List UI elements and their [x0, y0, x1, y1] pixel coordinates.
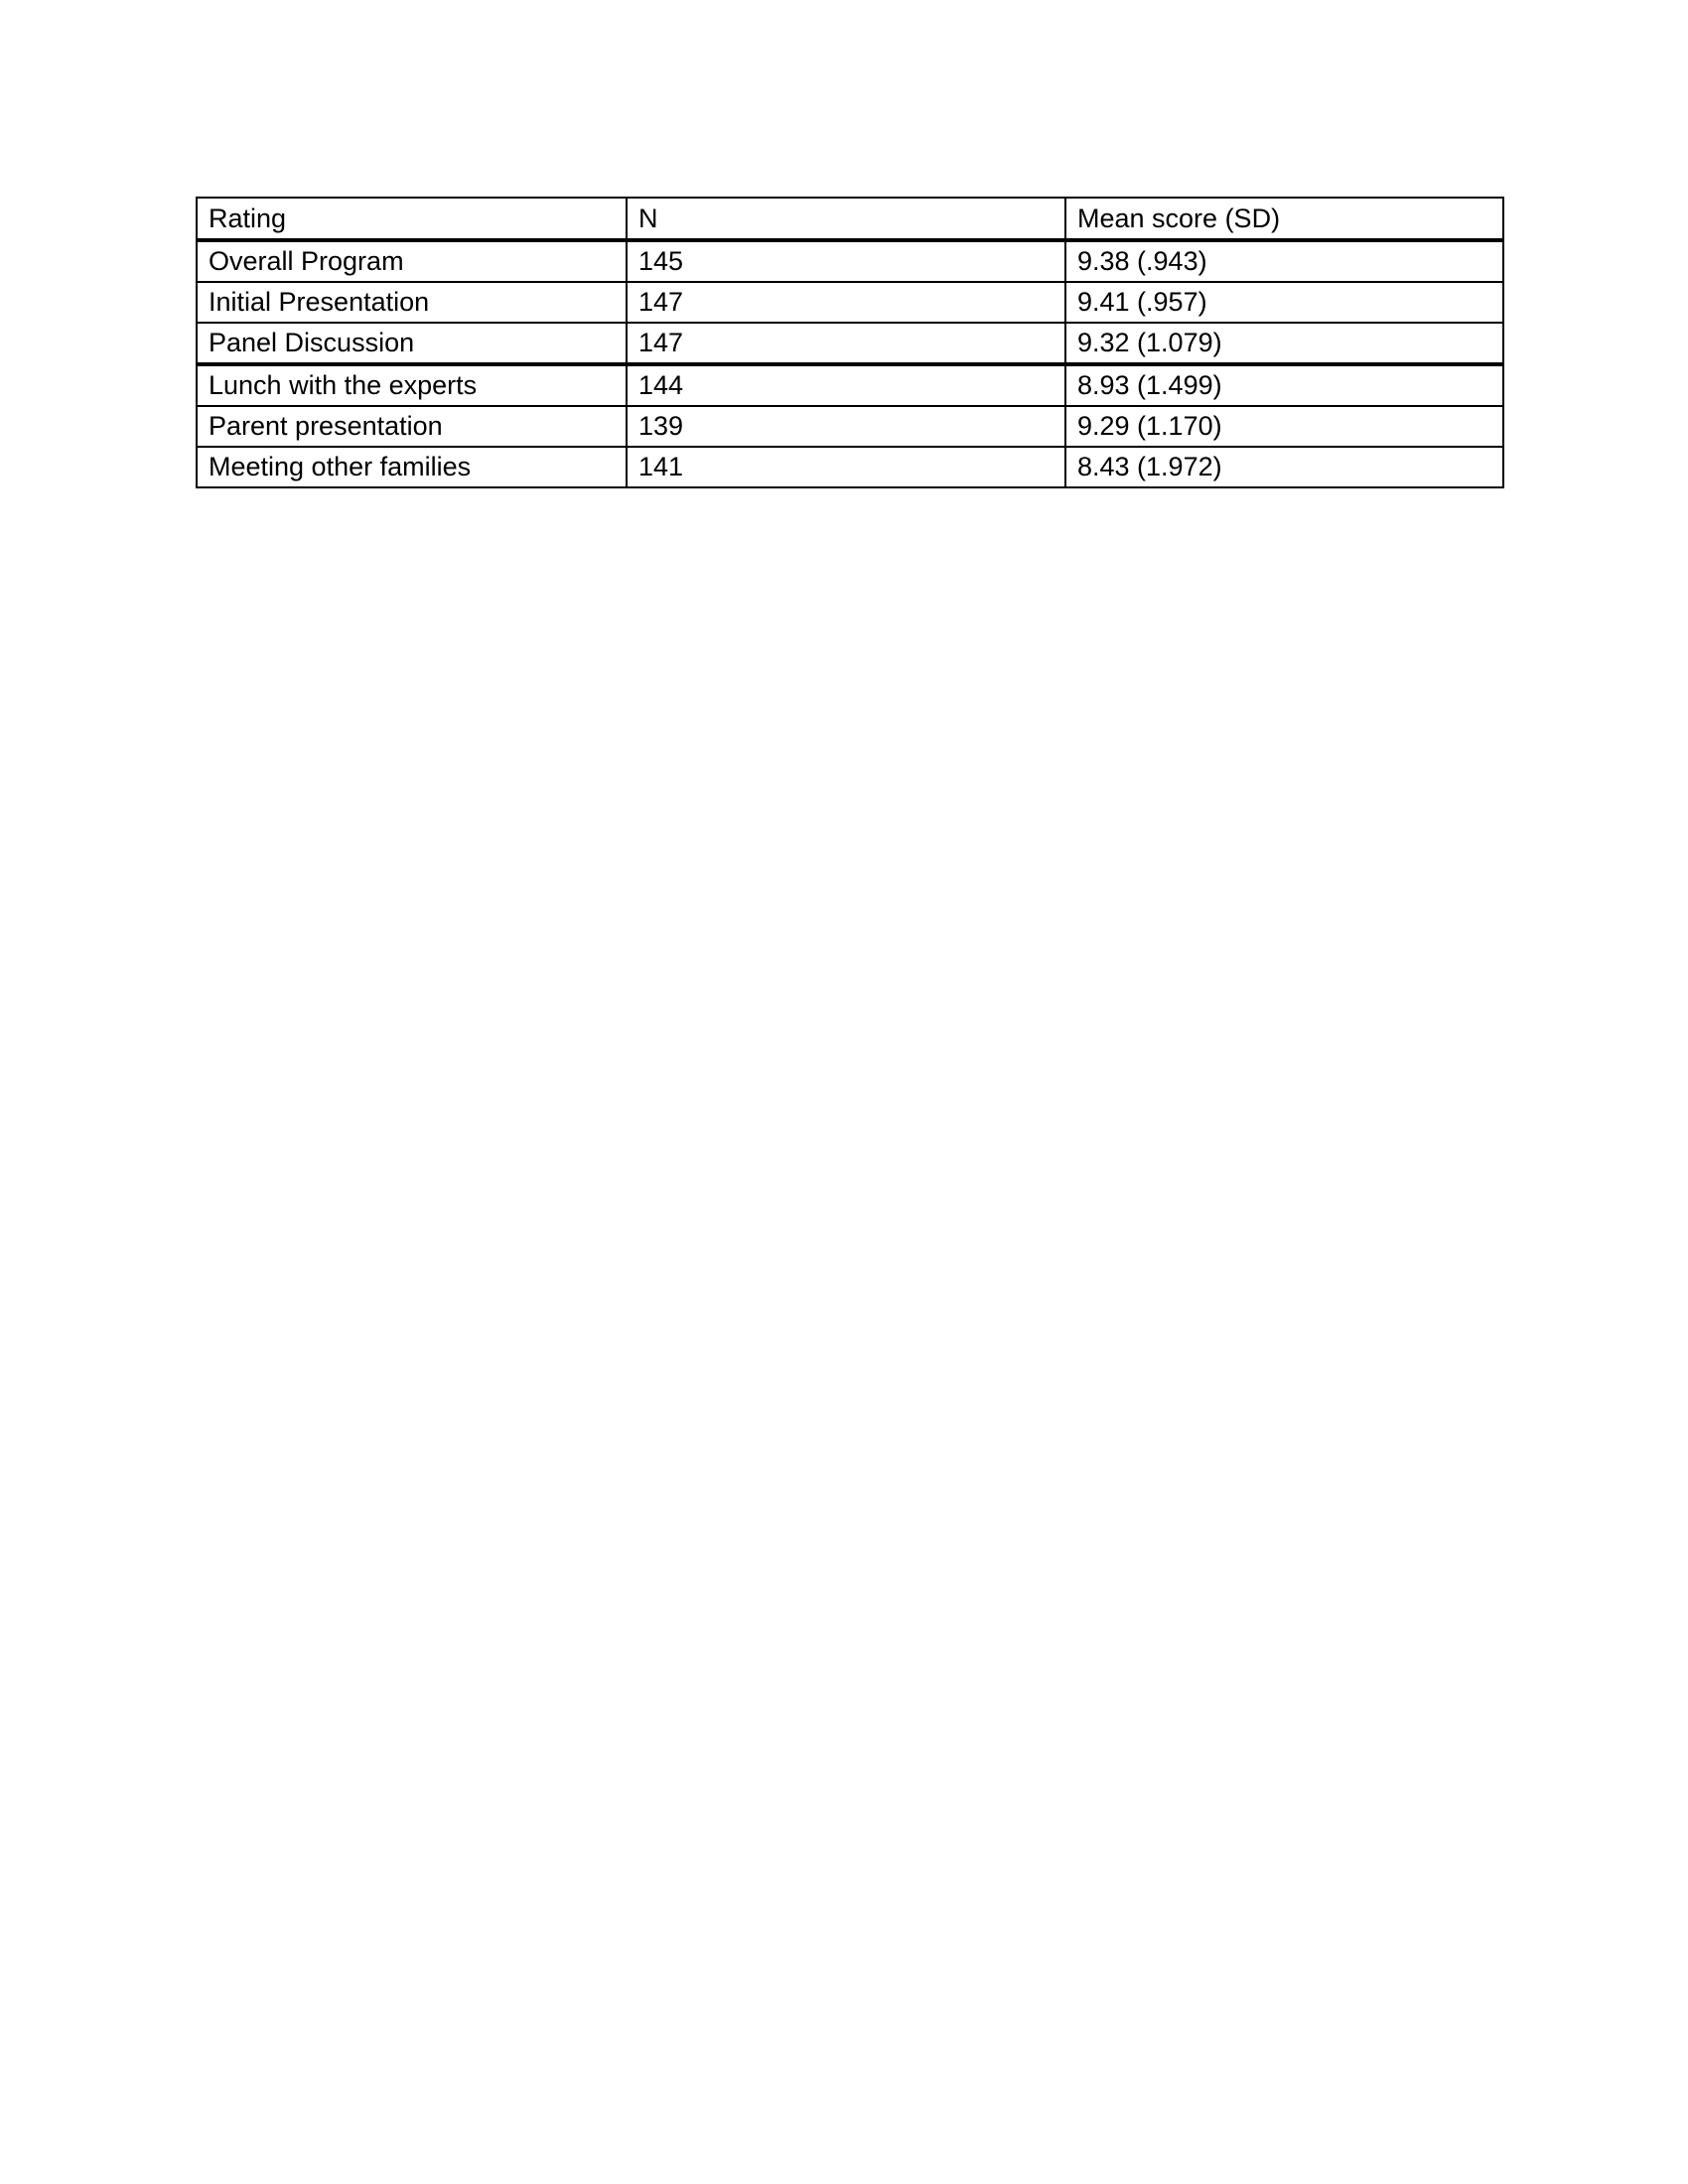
- column-header-rating: Rating: [197, 198, 627, 240]
- rating-cell: Lunch with the experts: [197, 364, 627, 406]
- n-cell: 139: [627, 406, 1065, 447]
- table-row: [197, 323, 1503, 364]
- rating-cell: Overall Program: [197, 240, 627, 282]
- table-row: [197, 240, 1503, 282]
- n-cell: 147: [627, 282, 1065, 323]
- rating-cell: Panel Discussion: [197, 323, 627, 364]
- mean-score-cell: 9.38 (.943): [1065, 240, 1503, 282]
- ratings-table: [196, 197, 1504, 488]
- mean-score-cell: 9.41 (.957): [1065, 282, 1503, 323]
- table-row: [197, 364, 1503, 406]
- mean-score-cell: 9.29 (1.170): [1065, 406, 1503, 447]
- table-row: [197, 282, 1503, 323]
- table-row: [197, 447, 1503, 487]
- table-header-row: [197, 198, 1503, 240]
- rating-cell: Meeting other families: [197, 447, 627, 487]
- mean-score-cell: 8.43 (1.972): [1065, 447, 1503, 487]
- n-cell: 145: [627, 240, 1065, 282]
- column-header-n: N: [627, 198, 1065, 240]
- rating-cell: Parent presentation: [197, 406, 627, 447]
- n-cell: 141: [627, 447, 1065, 487]
- table-row: [197, 406, 1503, 447]
- rating-cell: Initial Presentation: [197, 282, 627, 323]
- mean-score-cell: 8.93 (1.499): [1065, 364, 1503, 406]
- n-cell: 147: [627, 323, 1065, 364]
- n-cell: 144: [627, 364, 1065, 406]
- column-header-mean-score: Mean score (SD): [1065, 198, 1503, 240]
- mean-score-cell: 9.32 (1.079): [1065, 323, 1503, 364]
